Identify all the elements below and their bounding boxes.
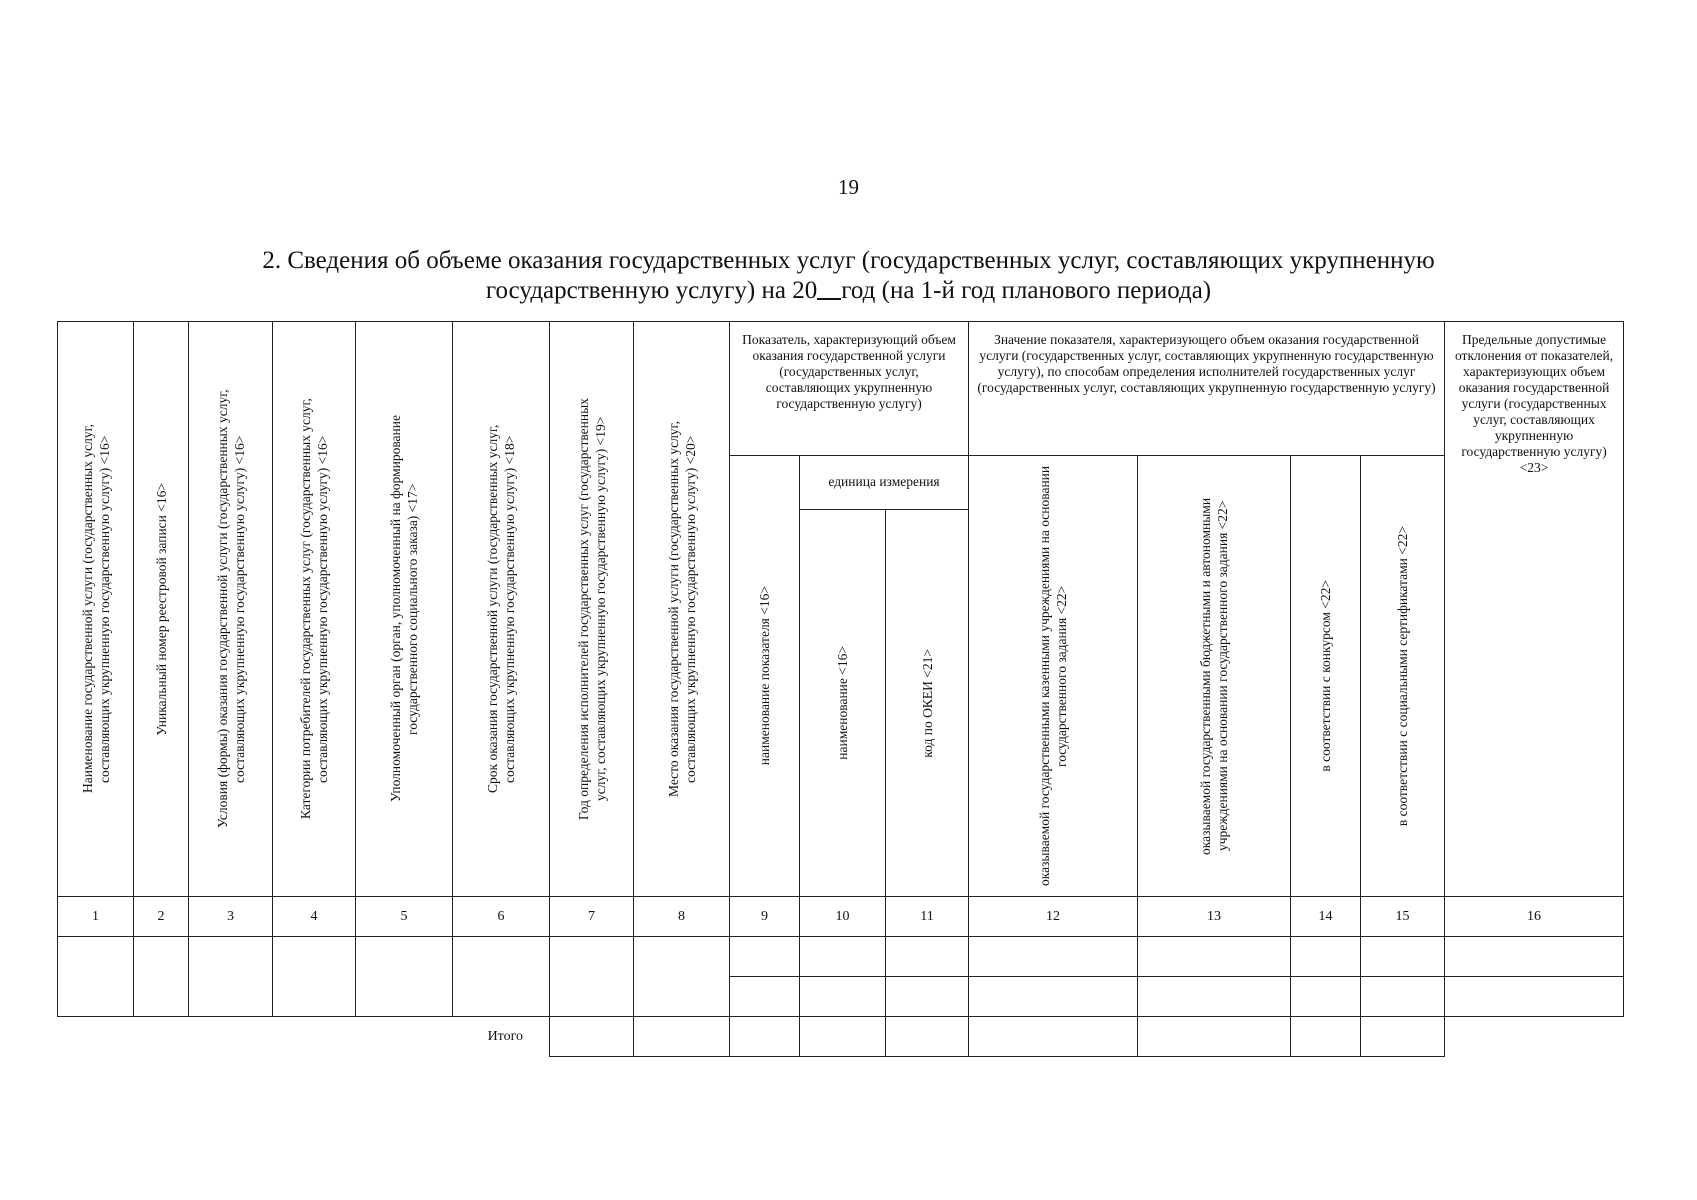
table-cell[interactable] [1291,937,1361,977]
table-cell[interactable] [969,977,1138,1017]
col-number: 4 [273,897,356,937]
header-col-4: Категории потребителей государственных услуг (государственных услуг, составляющих укрупненную государственную услугу) <16> [273,322,356,897]
table-cell[interactable] [886,977,969,1017]
table-cell[interactable] [730,937,800,977]
table-cell[interactable] [1445,977,1624,1017]
table-cell[interactable] [134,937,189,1017]
header-group-unit: единица измерения [800,456,969,510]
col-number: 12 [969,897,1138,937]
col-number: 8 [634,897,730,937]
header-col-8: Место оказания государственной услуги (государственных услуг, составляющих укрупненную государственную услугу) <20> [634,322,730,897]
title-line-1: 2. Сведения об объеме оказания государственных услуг (государственных услуг, составляющих укрупненную [262,247,1435,274]
total-cell[interactable] [550,1017,634,1057]
col-number: 10 [800,897,886,937]
header-col-11: код по ОКЕИ <21> [886,509,969,896]
header-col-16: Предельные допустимые отклонения от показателей, характеризующих объем оказания государственной услуги (государственных услуг, составляющих укрупненную государственную услугу) <23> [1445,322,1624,897]
table-cell[interactable] [1445,937,1624,977]
table-cell[interactable] [273,937,356,1017]
total-cell[interactable] [730,1017,800,1057]
title-line-2 [60,276,1637,306]
header-col-9: наименование показателя <16> [730,456,800,897]
header-group-value: Значение показателя, характеризующего объем оказания государственной услуги (государственных услуг, составляющих укрупненную государственную услугу), по способам определения исполнителей государственных услуг (государственных услуг, составляющих укрупненную государственную услугу) [969,322,1445,456]
volume-table [57,321,1624,1057]
header-col-12: оказываемой государственными казенными учреждениями на основании государственного задания <22> [969,456,1138,897]
title-line-2-end: год (на 1-й год планового периода) [841,277,1212,304]
table-cell[interactable] [800,977,886,1017]
total-label: Итого [487,1028,523,1044]
column-number-row [58,897,1624,937]
header-col-7: Год определения исполнителей государственных услуг (государственных услуг, составляющих укрупненную государственную услугу) <19> [550,322,634,897]
title-line-2-start: государственную услугу) на 20 [485,277,818,304]
col-number: 16 [1445,897,1624,937]
header-col-5: Уполномоченный орган (орган, уполномоченный на формирование государственного социального заказа) <17> [356,322,453,897]
header-col-13: оказываемой государственными бюджетными и автономными учреждениями на основании государственного задания <22> [1138,456,1291,897]
year-blank [817,276,841,300]
page-number: 19 [838,175,859,199]
table-cell[interactable] [886,937,969,977]
table-cell[interactable] [969,937,1138,977]
header-col-6: Срок оказания государственной услуги (государственных услуг, составляющих укрупненную государственную услугу) <18> [453,322,550,897]
header-col-1: Наименование государственной услуги (государственных услуг, составляющих укрупненную государственную услугу) <16> [58,322,134,897]
header-col-3: Условия (формы) оказания государственной услуги (государственных услуг, составляющих укрупненную государственную услугу) <16> [189,322,273,897]
col-number: 3 [189,897,273,937]
total-cell[interactable] [800,1017,886,1057]
table-cell[interactable] [730,977,800,1017]
total-cell[interactable] [1361,1017,1445,1057]
col-number: 1 [58,897,134,937]
total-cell[interactable] [1291,1017,1361,1057]
total-cell[interactable] [1138,1017,1291,1057]
table-cell[interactable] [453,937,550,1017]
col-number: 14 [1291,897,1361,937]
header-col-10: наименование <16> [800,509,886,896]
total-row [58,1017,1624,1057]
table-cell[interactable] [1138,977,1291,1017]
col-number: 15 [1361,897,1445,937]
header-col-14: в соответствии с конкурсом <22> [1291,456,1361,897]
col-number: 13 [1138,897,1291,937]
col-number: 9 [730,897,800,937]
total-cell[interactable] [886,1017,969,1057]
col-number: 7 [550,897,634,937]
table-cell[interactable] [58,937,134,1017]
empty-cell [1445,1017,1624,1057]
table-cell[interactable] [550,937,634,1017]
section-title [60,246,1637,306]
col-number: 6 [453,897,550,937]
table-cell[interactable] [634,937,730,1017]
table-cell[interactable] [800,937,886,977]
total-cell[interactable] [634,1017,730,1057]
table-row [58,937,1624,977]
table-cell[interactable] [1361,977,1445,1017]
col-number: 11 [886,897,969,937]
header-col-2: Уникальный номер реестровой записи <16> [134,322,189,897]
col-number: 2 [134,897,189,937]
table-cell[interactable] [1291,977,1361,1017]
header-group-indicator: Показатель, характеризующий объем оказания государственной услуги (государственных услуг, составляющих укрупненную государственную услугу) [730,322,969,456]
header-row-1 [58,322,1624,456]
total-cell[interactable] [969,1017,1138,1057]
table-cell[interactable] [356,937,453,1017]
header-col-15: в соответствии с социальными сертификатами <22> [1361,456,1445,897]
table-cell[interactable] [1361,937,1445,977]
col-number: 5 [356,897,453,937]
table-cell[interactable] [1138,937,1291,977]
table-cell[interactable] [189,937,273,1017]
